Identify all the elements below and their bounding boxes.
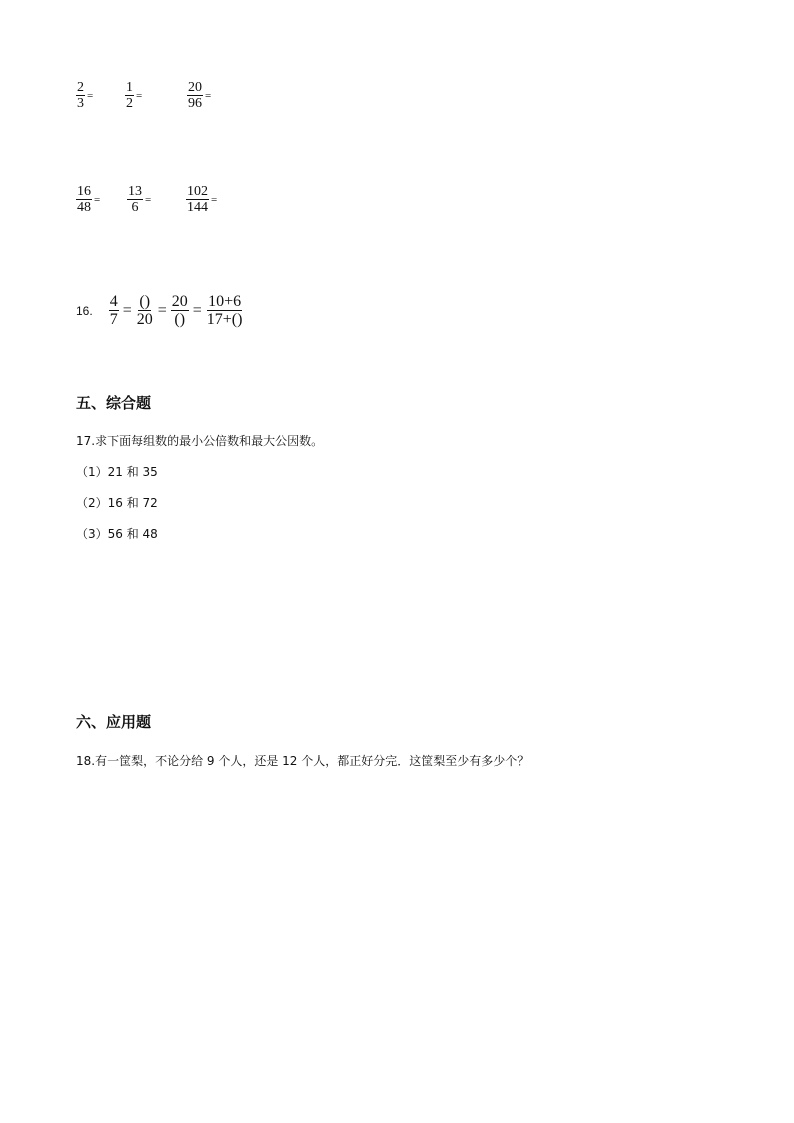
denominator: () bbox=[174, 311, 186, 328]
fraction bbox=[76, 81, 85, 110]
denominator: 17+() bbox=[206, 311, 243, 328]
denominator: 144 bbox=[187, 200, 208, 215]
list-item: （2）16 和 72 bbox=[76, 496, 158, 510]
denominator: 2 bbox=[126, 96, 133, 111]
denominator: 6 bbox=[131, 200, 139, 215]
equals-sign: = bbox=[94, 193, 101, 206]
numerator: 20 bbox=[188, 80, 202, 95]
fraction bbox=[76, 185, 92, 214]
numerator: 13 bbox=[128, 184, 142, 199]
equals-sign: = bbox=[205, 89, 212, 102]
denominator: 7 bbox=[109, 311, 118, 328]
equals-sign: = bbox=[192, 301, 202, 319]
numerator: 4 bbox=[109, 293, 118, 310]
fraction-item bbox=[187, 81, 211, 110]
equals-sign: = bbox=[122, 301, 132, 319]
fraction bbox=[206, 294, 244, 327]
fraction-item bbox=[127, 185, 151, 214]
equals-sign: = bbox=[87, 89, 94, 102]
numerator: 102 bbox=[187, 184, 208, 199]
denominator: 3 bbox=[77, 96, 84, 111]
equals-sign: = bbox=[136, 89, 143, 102]
fraction bbox=[109, 294, 119, 327]
question-16 bbox=[76, 294, 243, 327]
denominator: 20 bbox=[136, 311, 153, 328]
question-17-text: 17.求下面每组数的最小公倍数和最大公因数。 bbox=[76, 434, 324, 448]
numerator: 10+6 bbox=[208, 293, 242, 310]
numerator: () bbox=[139, 293, 151, 310]
numerator: 16 bbox=[77, 184, 91, 199]
numerator: 2 bbox=[77, 80, 84, 95]
question-18-text: 18.有一筐梨，不论分给 9 个人，还是 12 个人，都正好分完．这筐梨至少有多少个？ bbox=[76, 754, 530, 768]
fraction-item bbox=[186, 185, 217, 214]
numerator: 20 bbox=[171, 293, 188, 310]
fraction-item bbox=[76, 81, 93, 110]
numerator: 1 bbox=[126, 80, 133, 95]
fraction bbox=[186, 185, 209, 214]
fraction bbox=[187, 81, 203, 110]
equals-sign: = bbox=[145, 193, 152, 206]
question-number: 16. bbox=[76, 303, 93, 318]
fraction-item bbox=[76, 185, 100, 214]
fraction bbox=[136, 294, 154, 327]
section-title: 五、综合题 bbox=[76, 394, 152, 412]
denominator: 48 bbox=[77, 200, 91, 215]
fraction-item bbox=[125, 81, 142, 110]
equals-sign: = bbox=[157, 301, 167, 319]
equals-sign: = bbox=[211, 193, 218, 206]
fraction bbox=[171, 294, 189, 327]
fraction bbox=[127, 185, 143, 214]
list-item: （1）21 和 35 bbox=[76, 465, 158, 479]
list-item: （3）56 和 48 bbox=[76, 527, 158, 541]
fraction bbox=[125, 81, 134, 110]
denominator: 96 bbox=[188, 96, 202, 111]
section-title: 六、应用题 bbox=[76, 713, 152, 731]
